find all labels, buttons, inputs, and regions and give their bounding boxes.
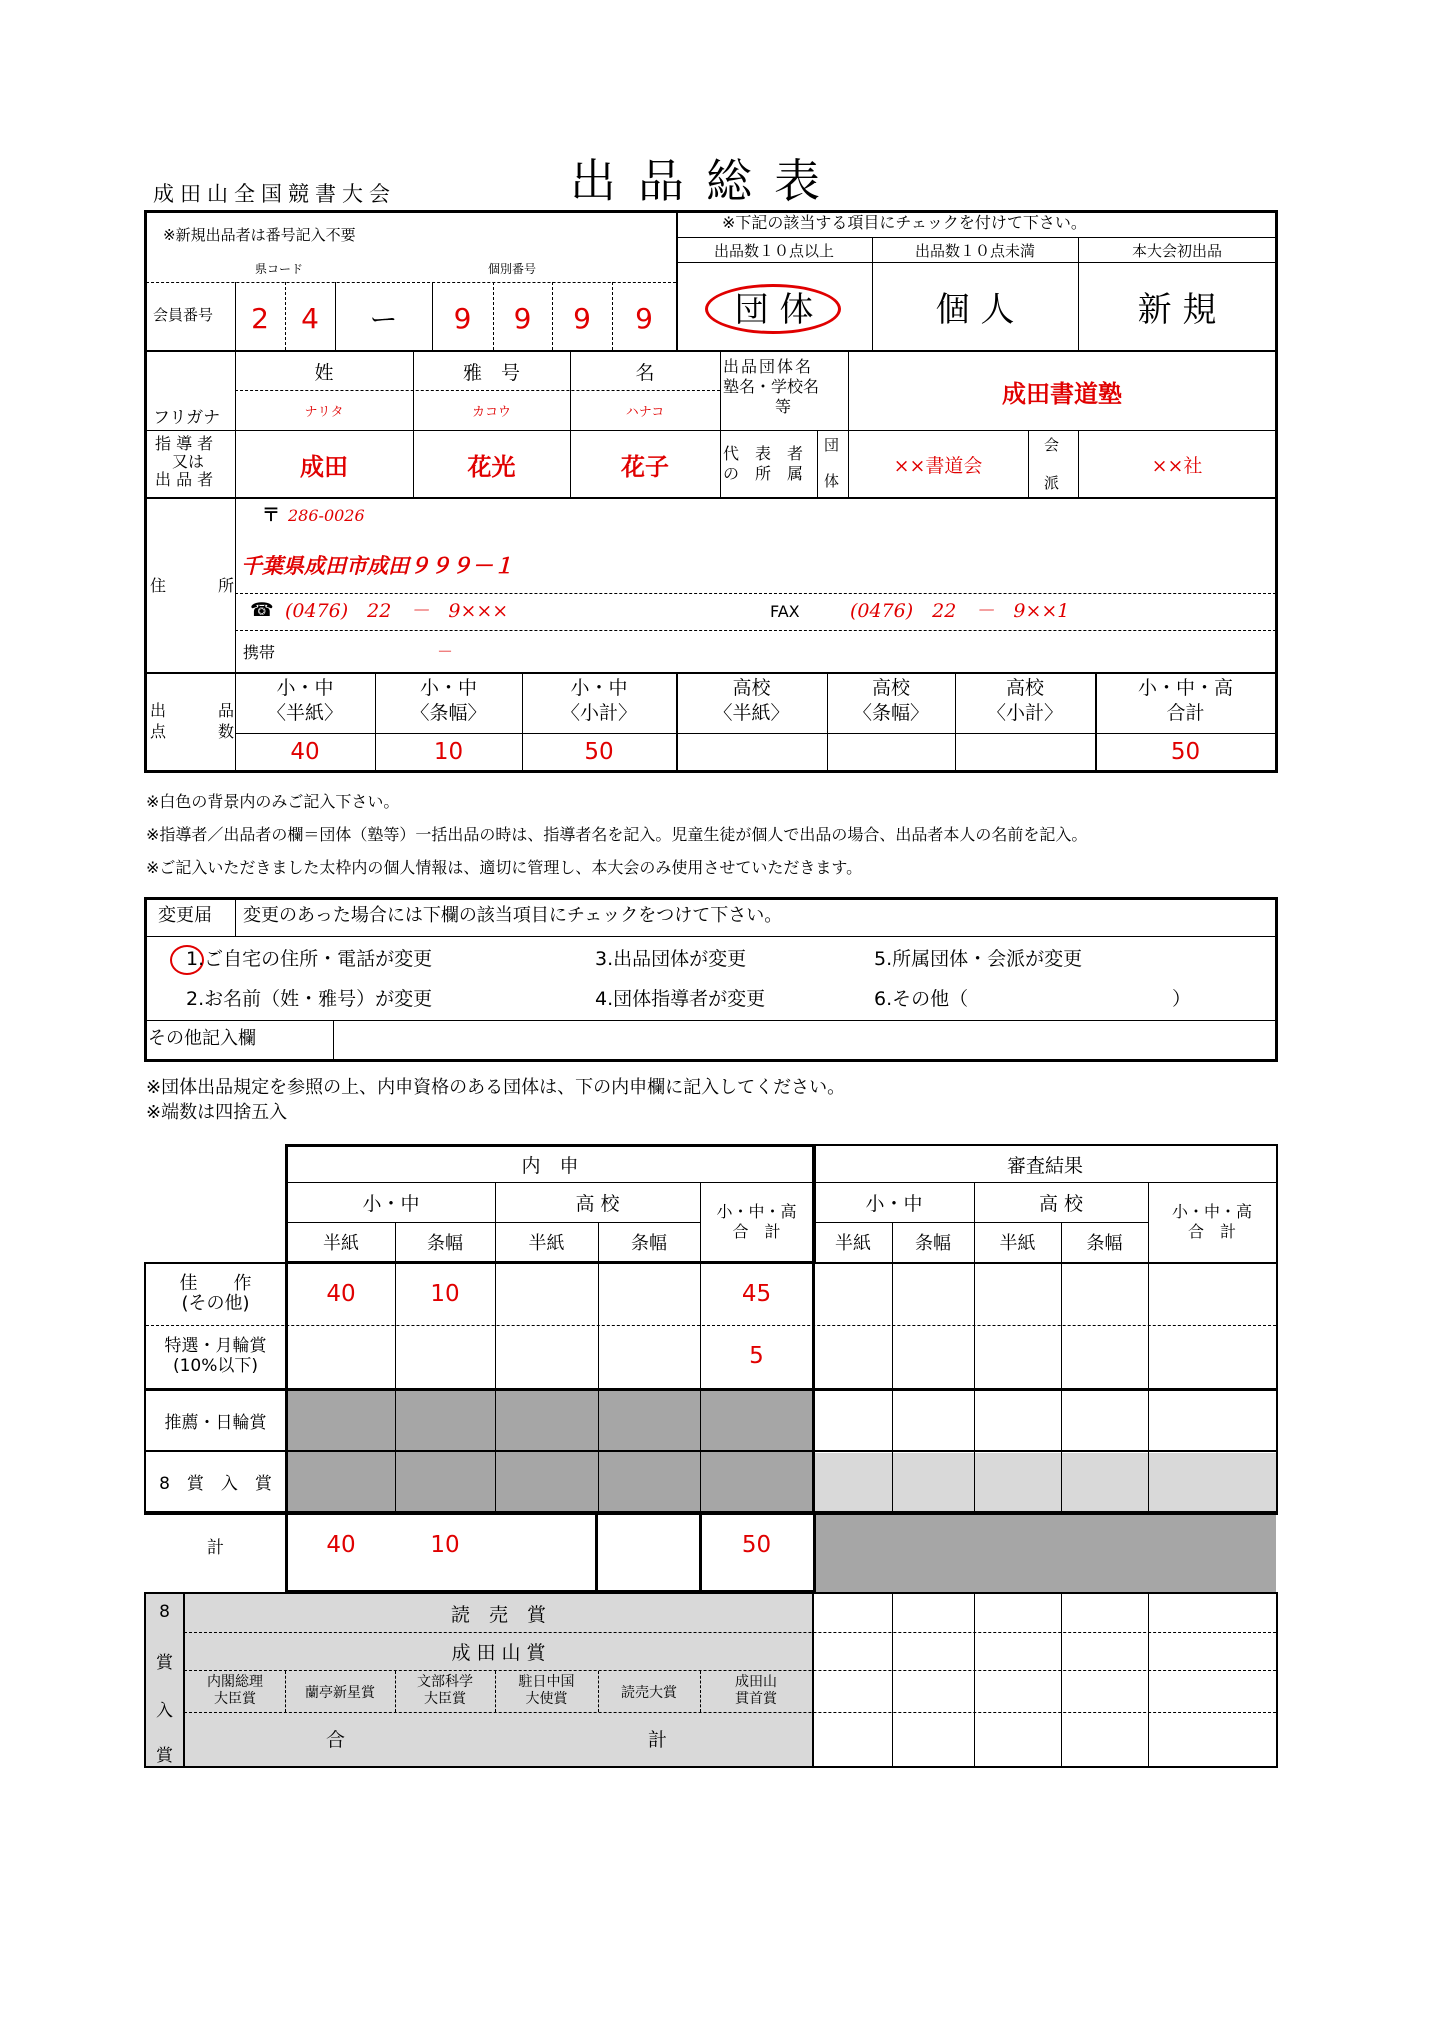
member-digit: 9 [453, 301, 472, 335]
award-line: 成田山 [735, 1674, 777, 1690]
award-line: 大臣賞 [424, 1691, 466, 1707]
counts-header-line: 小・中 [419, 677, 477, 699]
award-kanshu [700, 1674, 812, 1708]
award-line: 大使賞 [525, 1691, 568, 1707]
fax-number: (0476) 22 － 9××1 [850, 600, 1070, 622]
counts-header [1095, 676, 1276, 732]
divider [146, 497, 1276, 499]
award-yomiuri-grand: 読売大賞 [621, 1684, 677, 1701]
divider [812, 1592, 814, 1768]
divider [1148, 1592, 1149, 1768]
hanshi-header: 半紙 [528, 1233, 565, 1254]
change-item-6-close: ） [1172, 988, 1192, 1010]
divider [146, 282, 676, 283]
postal-code: 286-0026 [288, 506, 365, 525]
mobile-number: － [437, 642, 454, 661]
rep-label: 代 表 者 [723, 444, 804, 463]
shaded-cells [814, 1515, 1276, 1592]
other-input[interactable] [336, 1022, 1274, 1059]
rep-label: の 所 属 [723, 464, 804, 483]
person-label: 出 品 者 [155, 470, 214, 489]
total-header-line: 小・中・高 [716, 1202, 797, 1221]
total-header-line: 小・中・高 [1171, 1202, 1252, 1221]
new-member-note: ※新規出品者は番号記入不要 [163, 226, 356, 244]
hanshi-header: 半紙 [323, 1233, 359, 1254]
group-label: 等 [775, 397, 792, 416]
furigana-sei: ナリタ [304, 404, 344, 420]
report-value: 45 [741, 1281, 772, 1307]
person-gago: 花光 [467, 451, 516, 481]
row-label-kasaku [146, 1274, 285, 1314]
member-digit: 4 [301, 301, 319, 335]
award-monbu [395, 1674, 495, 1708]
counts-header-line: 高校 [1005, 677, 1044, 699]
kaiha-label: 派 [1044, 474, 1060, 492]
furigana-label: フリガナ [153, 408, 221, 428]
count-value [827, 734, 955, 770]
report-value: 10 [430, 1532, 460, 1558]
change-item-2[interactable]: 2.お名前（姓・雅号）が変更 [186, 988, 433, 1010]
total-header [1148, 1202, 1276, 1242]
category-group[interactable]: 団 体 [734, 290, 814, 330]
report-value: 50 [741, 1532, 772, 1558]
person-sei: 成田 [300, 451, 348, 481]
naritasan-award: 成 田 山 賞 [451, 1642, 546, 1664]
divider [1061, 1222, 1062, 1515]
gago-header: 雅 号 [462, 361, 520, 384]
divider [333, 1021, 334, 1060]
count-value: 50 [584, 739, 614, 765]
kaiha-label: 会 [1044, 436, 1060, 454]
member-number-label: 会員番号 [153, 306, 214, 324]
report-value: 10 [430, 1281, 460, 1307]
kaiha-value: ××社 [1151, 454, 1203, 477]
awards-side-label: 賞 [156, 1652, 173, 1673]
member-digit: 9 [635, 301, 653, 335]
divider [235, 630, 1276, 631]
dantai-label: 団 [824, 436, 840, 454]
person-label: 指 導 者 [155, 434, 214, 453]
address-text: 千葉県成田市成田９９９－１ [241, 553, 514, 578]
category-header-individual: 出品数１０点未満 [914, 241, 1035, 260]
indiv-number-label: 個別番号 [488, 262, 537, 276]
row-label-8sho: 8 賞 入 賞 [159, 1473, 272, 1494]
count-value: 10 [433, 739, 464, 765]
hanshi-header: 半紙 [999, 1233, 1036, 1254]
row-label-tokusen [146, 1336, 285, 1376]
change-item-1[interactable]: 1.ご自宅の住所・電話が変更 [186, 948, 433, 970]
award-china [495, 1674, 598, 1708]
counts-header-line: 小・中 [570, 677, 628, 699]
awards-total-label: 合 [326, 1729, 346, 1751]
category-header-new: 本大会初出品 [1131, 241, 1222, 260]
row-label-line: 佳 作 [179, 1273, 252, 1294]
counts-header-line: 〈半紙〉 [266, 702, 343, 724]
row-label-line: (その他) [181, 1293, 250, 1314]
divider [892, 1222, 893, 1515]
divider [595, 1513, 598, 1593]
person-label: 又は [172, 452, 205, 471]
counts-label: 数 [218, 722, 235, 741]
counts-header-line: 合計 [1166, 702, 1205, 724]
mei-header: 名 [635, 361, 655, 384]
note: ※端数は四捨五入 [146, 1102, 288, 1123]
award-rantei: 蘭亭新星賞 [305, 1684, 375, 1701]
shinsa-header: 審査結果 [1006, 1154, 1083, 1177]
report-value: 40 [326, 1281, 356, 1307]
joufuku-header: 条幅 [427, 1233, 463, 1254]
yomiuri-award: 読 売 賞 [450, 1603, 546, 1626]
total-header-line: 合 計 [732, 1222, 781, 1241]
row-label-suisen: 推薦・日輪賞 [164, 1412, 267, 1433]
report-value: 40 [326, 1532, 356, 1558]
furigana-gago: カコウ [471, 404, 511, 420]
divider [1061, 1592, 1062, 1768]
award-kakuri [185, 1674, 285, 1708]
count-value: 40 [290, 739, 320, 765]
counts-header-line: 〈条幅〉 [852, 702, 929, 724]
total-row-frame [285, 1511, 816, 1593]
row-label-total: 計 [207, 1537, 224, 1558]
awards-side-label: 8 [159, 1602, 170, 1622]
mobile-label: 携帯 [243, 643, 276, 662]
divider [974, 1592, 975, 1768]
shochu-header: 小・中 [865, 1192, 923, 1215]
counts-label: 点 [150, 722, 167, 741]
pref-code-label: 県コード [255, 262, 304, 276]
divider [892, 1592, 893, 1768]
divider [720, 351, 721, 497]
sei-header: 姓 [314, 361, 334, 384]
member-dash: ー [369, 303, 398, 336]
tel-number: (0476) 22 － 9××× [285, 600, 509, 622]
dantai-value: ××書道会 [893, 454, 983, 477]
awards-side-label: 入 [156, 1700, 173, 1721]
award-line: 大臣賞 [214, 1691, 256, 1707]
change-instruction: 変更のあった場合には下欄の該当項目にチェックをつけて下さい。 [243, 905, 783, 926]
divider [1028, 431, 1029, 497]
counts-header [235, 676, 375, 732]
checked-circle [705, 284, 841, 334]
shochu-header: 小・中 [362, 1192, 420, 1215]
change-label: 変更届 [158, 905, 212, 926]
page-title: 出品総表 [570, 154, 842, 208]
note: ※ご記入いただきました太枠内の個人情報は、適切に管理し、本大会のみ使用させていただきます。 [146, 858, 863, 877]
member-digit: 9 [573, 301, 591, 335]
report-value: 5 [749, 1343, 764, 1369]
category-new[interactable]: 新 規 [1137, 290, 1217, 330]
note: ※白色の背景内のみご記入下さい。 [146, 792, 400, 811]
counts-header-line: 高校 [871, 677, 910, 699]
count-value [676, 734, 827, 770]
address-label: 住 [150, 576, 167, 595]
counts-header-line: 〈小計〉 [986, 702, 1063, 724]
divider [184, 1712, 1276, 1713]
counts-header [375, 676, 522, 732]
divider [146, 1388, 1276, 1391]
address-label: 所 [218, 576, 235, 595]
joufuku-header: 条幅 [915, 1233, 951, 1254]
change-item-4[interactable]: 4.団体指導者が変更 [595, 988, 766, 1010]
member-digit: 9 [513, 301, 532, 335]
koko-header: 高 校 [575, 1192, 620, 1215]
person-mei: 花子 [621, 451, 669, 481]
counts-header-line: 〈半紙〉 [713, 702, 790, 724]
counts-header [676, 676, 827, 732]
count-value [955, 734, 1095, 770]
divider [699, 1513, 702, 1593]
note: ※指導者／出品者の欄＝団体（塾等）一括出品の時は、指導者名を記入。児童生徒が個人で出品の場合、出品者本人の名前を記入。 [146, 825, 1088, 844]
tel-mark: ☎ [250, 599, 274, 621]
change-item-6[interactable]: 6.その他（ [874, 988, 969, 1010]
change-item-5[interactable]: 5.所属団体・会派が変更 [874, 948, 1083, 970]
counts-label: 出 [150, 701, 167, 720]
counts-header-line: 小・中 [276, 677, 334, 699]
org-name: 成田山全国競書大会 [153, 182, 396, 206]
category-header-group: 出品数１０点以上 [713, 241, 834, 260]
counts-header-line: 高校 [732, 677, 771, 699]
divider [235, 593, 1276, 594]
furigana-mei: ハナコ [625, 404, 665, 420]
fax-label: FAX [770, 602, 800, 621]
awards-total-label: 計 [648, 1729, 668, 1751]
koko-header: 高 校 [1038, 1192, 1084, 1215]
awards-side-label: 賞 [156, 1745, 173, 1766]
member-digit: 2 [251, 301, 269, 335]
award-line: 内閣総理 [207, 1674, 263, 1690]
award-line: 文部科学 [417, 1674, 473, 1690]
group-label: 出品団体名 [723, 357, 814, 376]
counts-label: 品 [218, 701, 235, 720]
counts-header [955, 676, 1095, 732]
other-label: その他記入欄 [148, 1028, 256, 1049]
counts-header-line: 小・中・高 [1137, 677, 1233, 699]
naishin-header: 内 申 [521, 1154, 579, 1177]
joufuku-header: 条幅 [1086, 1233, 1123, 1254]
row-label-line: 特選・月輪賞 [164, 1336, 267, 1356]
counts-header [827, 676, 955, 732]
row-label-line: (10%以下) [172, 1356, 259, 1376]
group-label: 塾名・学校名 [723, 377, 820, 396]
counts-header [522, 676, 676, 732]
divider [598, 1222, 599, 1515]
group-name: 成田書道塾 [1002, 378, 1122, 408]
category-individual[interactable]: 個 人 [935, 290, 1015, 330]
counts-header-line: 〈条幅〉 [410, 702, 487, 724]
count-value: 50 [1170, 739, 1201, 765]
divider [146, 1020, 1276, 1021]
postal-mark: 〒 [262, 505, 280, 526]
award-line: 駐日中国 [518, 1674, 575, 1690]
total-header [700, 1202, 813, 1242]
check-note: ※下記の該当する項目にチェックを付けて下さい。 [722, 213, 1087, 232]
joufuku-header: 条幅 [631, 1233, 667, 1254]
divider [235, 498, 236, 672]
change-item-3[interactable]: 3.出品団体が変更 [595, 948, 747, 970]
note: ※団体出品規定を参照の上、内申資格のある団体は、下の内申欄に記入してください。 [146, 1077, 846, 1098]
divider [146, 1450, 1276, 1452]
total-header-line: 合 計 [1187, 1222, 1236, 1241]
dantai-label: 体 [824, 472, 840, 490]
divider [146, 936, 1276, 937]
hanshi-header: 半紙 [835, 1233, 871, 1254]
divider [235, 899, 236, 936]
divider [146, 672, 1276, 674]
counts-header-line: 〈小計〉 [560, 702, 637, 724]
divider [817, 431, 818, 497]
award-line: 貫首賞 [735, 1691, 777, 1707]
